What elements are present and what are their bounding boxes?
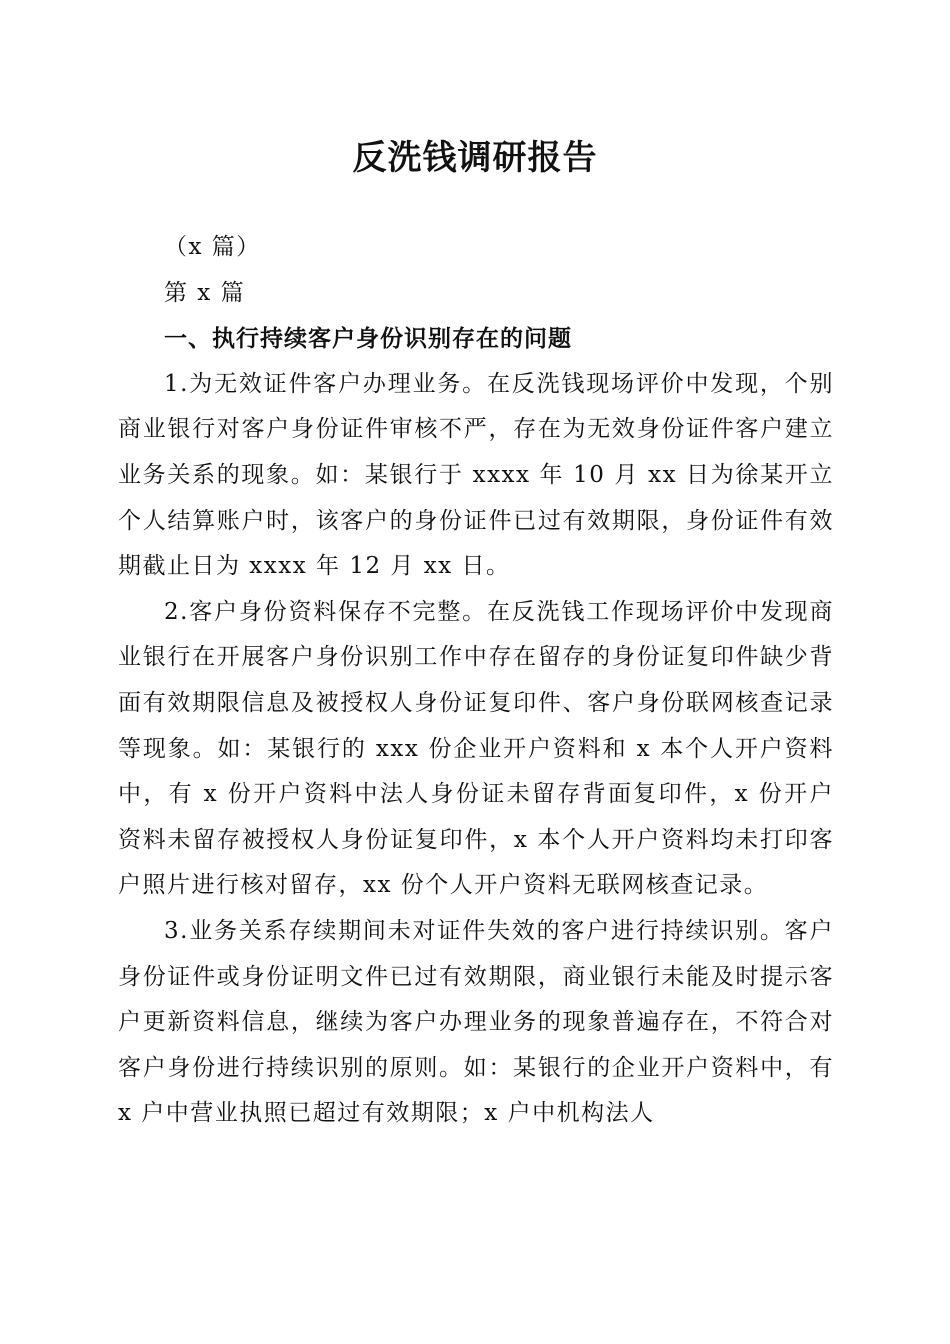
- subtitle: （x 篇）: [164, 234, 261, 260]
- section-heading: 一、执行持续客户身份识别存在的问题: [164, 325, 572, 353]
- paragraph-1: 1.为无效证件客户办理业务。在反洗钱现场评价中发现，个别商业银行对客户身份证件审核不严，存在为无效身份证件客户建立业务关系的现象。如：某银行于 xxxx 年 10 月 xx 日为徐某开立个人结算账户时，该客户的身份证件已过有效期限，身份证件有效期截止日为 xxxx 年 12 月 xx 日。: [118, 370, 834, 580]
- document-title: 反洗钱调研报告: [352, 138, 598, 178]
- paragraph-2: 2.客户身份资料保存不完整。在反洗钱工作现场评价中发现商业银行在开展客户身份识别工作中存在留存的身份证复印件缺少背面有效期限信息及被授权人身份证复印件、客户身份联网核查记录等现象。如：某银行的 xxx 份企业开户资料和 x 本个人开户资料中，有 x 份开户资料中法人身份证未留存背面复印件，x 份开户资料未留存被授权人身份证复印件，x 本个人开户资料均未打印客户照片进行核对留存，xx 份个人开户资料无联网核查记录。: [118, 598, 834, 899]
- paragraph-3: 3.业务关系存续期间未对证件失效的客户进行持续识别。客户身份证件或身份证明文件已过有效期限，商业银行未能及时提示客户更新资料信息，继续为客户办理业务的现象普遍存在，不符合对客户身份进行持续识别的原则。如：某银行的企业开户资料中，有 x 户中营业执照已超过有效期限；x 户中机构法人: [118, 917, 834, 1127]
- part-label: 第 x 篇: [164, 279, 246, 306]
- document-body: [118, 225, 834, 1137]
